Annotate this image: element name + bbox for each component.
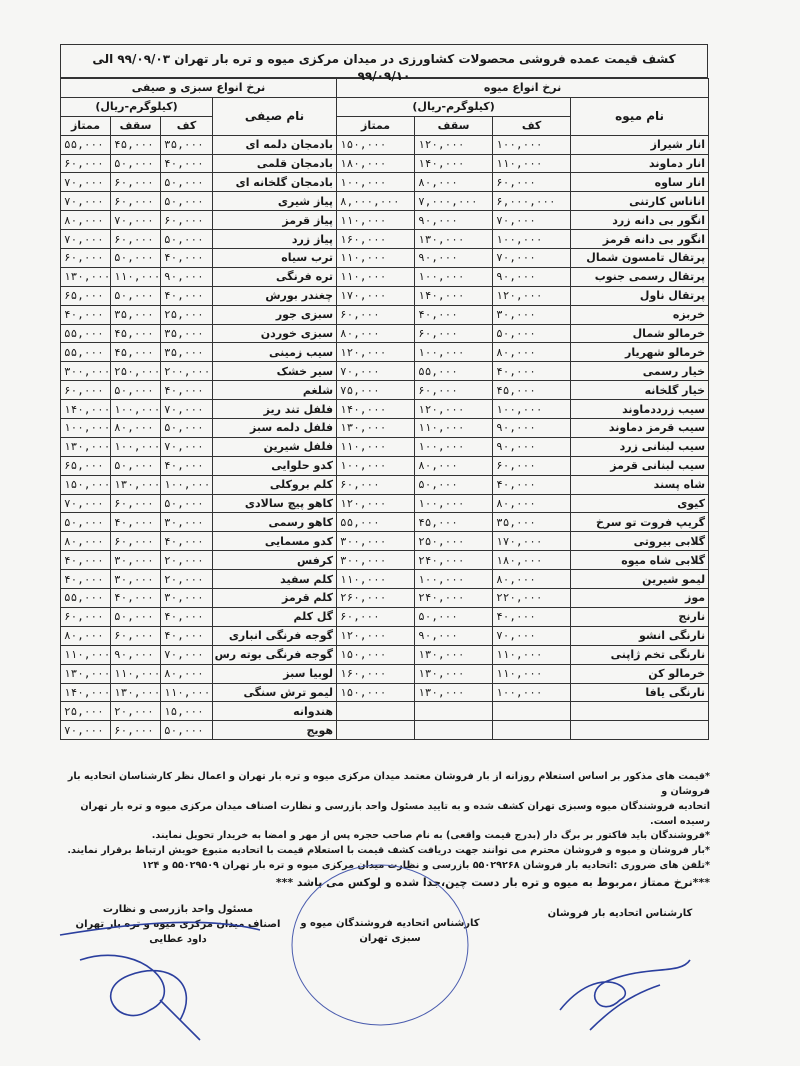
fruit-min-price: ۸۰,۰۰۰ [493, 343, 571, 362]
veg-name: هندوانه [213, 702, 337, 721]
veg-name: گل کلم [213, 607, 337, 626]
veg-max-price: ۶۰,۰۰۰ [111, 230, 161, 249]
veg-max-price: ۶۰,۰۰۰ [111, 532, 161, 551]
fruit-min-price: ۳۰,۰۰۰ [493, 305, 571, 324]
fruit-max-price: ۶۰,۰۰۰ [415, 324, 493, 343]
fruit-premium-price: ۷۵,۰۰۰ [337, 381, 415, 400]
fruit-name: نارنگی تخم ژاپنی [571, 645, 709, 664]
fruit-name: نارنگی یافا [571, 683, 709, 702]
veg-name: شلغم [213, 381, 337, 400]
veg-min-price: ۴۰,۰۰۰ [161, 607, 213, 626]
veg-min-price: ۱۰۰,۰۰۰ [161, 475, 213, 494]
fruit-name: موز [571, 589, 709, 608]
fruit-min-price: ۱۲۰,۰۰۰ [493, 286, 571, 305]
veg-min-price: ۳۰,۰۰۰ [161, 589, 213, 608]
veg-min-price: ۷۰,۰۰۰ [161, 437, 213, 456]
note-line: ***نرخ ممتاز ،مربوط به میوه و تره بار دست چین،جدا شده و لوکس می باشد *** [275, 876, 710, 890]
veg-premium-price: ۸۰,۰۰۰ [61, 626, 111, 645]
veg-max-price: ۴۰,۰۰۰ [111, 513, 161, 532]
fruit-name: سیب لبنانی قرمز [571, 456, 709, 475]
veg-min-price: ۵۰,۰۰۰ [161, 419, 213, 438]
signature-scribble-right [560, 960, 690, 1030]
veg-min-price: ۵۰,۰۰۰ [161, 494, 213, 513]
fruit-name: خرمالو کن [571, 664, 709, 683]
veg-name: کاهو پیچ سالادی [213, 494, 337, 513]
fruit-name: سیب لبنانی زرد [571, 437, 709, 456]
veg-premium-price: ۶۰,۰۰۰ [61, 154, 111, 173]
veg-min-price: ۴۰,۰۰۰ [161, 532, 213, 551]
fruit-name: انگور بی دانه قرمز [571, 230, 709, 249]
veg-section-title: نرخ انواع سبزی و صیفی [61, 79, 337, 98]
veg-min-price: ۴۰,۰۰۰ [161, 381, 213, 400]
veg-premium-price: ۸۰,۰۰۰ [61, 532, 111, 551]
fruit-name: کیوی [571, 494, 709, 513]
veg-min-price: ۵۰,۰۰۰ [161, 721, 213, 740]
fruit-premium-price: ۱۸۰,۰۰۰ [337, 154, 415, 173]
veg-min-price: ۴۰,۰۰۰ [161, 249, 213, 268]
fruit-name: خیار گلخانه [571, 381, 709, 400]
fruit-max-header: سقف [415, 116, 493, 135]
veg-name: تره فرنگی [213, 267, 337, 286]
veg-premium-price: ۳۰۰,۰۰۰ [61, 362, 111, 381]
document-title: کشف قیمت عمده فروشی محصولات کشاورزی در میدان مرکزی میوه و تره بار تهران ۹۹/۰۹/۰۳ الی ۹۹/۰۹/۱۰ [60, 44, 708, 78]
veg-max-price: ۹۰,۰۰۰ [111, 645, 161, 664]
fruit-max-price: ۲۵۰,۰۰۰ [415, 532, 493, 551]
fruit-min-price: ۱۸۰,۰۰۰ [493, 551, 571, 570]
veg-max-price: ۶۰,۰۰۰ [111, 721, 161, 740]
fruit-name: گلابی بیروتی [571, 532, 709, 551]
veg-min-price: ۵۰,۰۰۰ [161, 173, 213, 192]
veg-max-price: ۴۰,۰۰۰ [111, 589, 161, 608]
fruit-premium-price: ۱۱۰,۰۰۰ [337, 437, 415, 456]
fruit-min-price: ۱۱۰,۰۰۰ [493, 645, 571, 664]
veg-premium-price: ۷۰,۰۰۰ [61, 230, 111, 249]
fruit-max-price: ۵۰,۰۰۰ [415, 475, 493, 494]
veg-max-price: ۳۰,۰۰۰ [111, 570, 161, 589]
veg-max-price: ۶۰,۰۰۰ [111, 173, 161, 192]
fruit-max-price: ۲۴۰,۰۰۰ [415, 551, 493, 570]
veg-min-price: ۲۰,۰۰۰ [161, 551, 213, 570]
fruit-premium-price: ۶۰,۰۰۰ [337, 305, 415, 324]
veg-premium-price: ۴۰,۰۰۰ [61, 305, 111, 324]
fruit-max-price: ۹۰,۰۰۰ [415, 249, 493, 268]
fruit-name-header: نام میوه [571, 97, 709, 135]
veg-max-price: ۵۰,۰۰۰ [111, 154, 161, 173]
veg-min-price: ۳۵,۰۰۰ [161, 343, 213, 362]
fruit-min-price: ۶۰,۰۰۰ [493, 173, 571, 192]
veg-name: سبزی جور [213, 305, 337, 324]
fruit-min-price: ۴۰,۰۰۰ [493, 607, 571, 626]
veg-premium-price: ۱۱۰,۰۰۰ [61, 645, 111, 664]
fruit-max-price: ۵۵,۰۰۰ [415, 362, 493, 381]
veg-max-price: ۴۵,۰۰۰ [111, 135, 161, 154]
veg-max-header: سقف [111, 116, 161, 135]
veg-premium-price: ۵۵,۰۰۰ [61, 135, 111, 154]
veg-name: کلم بروکلی [213, 475, 337, 494]
veg-name: کلم قرمز [213, 589, 337, 608]
fruit-name: خرمالو شهریار [571, 343, 709, 362]
signature-title: مسئول واحد بازرسی و نظارت [102, 904, 254, 915]
fruit-name: نارنگی انشو [571, 626, 709, 645]
veg-name: بادمجان گلخانه ای [213, 173, 337, 192]
veg-max-price: ۵۰,۰۰۰ [111, 249, 161, 268]
veg-max-price: ۶۰,۰۰۰ [111, 192, 161, 211]
veg-name: پیاز قرمز [213, 211, 337, 230]
veg-premium-price: ۵۵,۰۰۰ [61, 343, 111, 362]
fruit-premium-price: ۱۰۰,۰۰۰ [337, 173, 415, 192]
veg-name: بادمجان قلمی [213, 154, 337, 173]
fruit-min-price: ۱۰۰,۰۰۰ [493, 400, 571, 419]
fruit-max-price: ۶۰,۰۰۰ [415, 381, 493, 400]
veg-min-price: ۷۰,۰۰۰ [161, 645, 213, 664]
fruit-max-price: ۱۴۰,۰۰۰ [415, 154, 493, 173]
fruit-premium-price: ۱۷۰,۰۰۰ [337, 286, 415, 305]
veg-min-price: ۴۰,۰۰۰ [161, 456, 213, 475]
fruit-premium-price: ۱۶۰,۰۰۰ [337, 664, 415, 683]
veg-max-price: ۳۵,۰۰۰ [111, 305, 161, 324]
veg-premium-price: ۶۰,۰۰۰ [61, 381, 111, 400]
veg-premium-price: ۱۰۰,۰۰۰ [61, 419, 111, 438]
veg-max-price: ۱۱۰,۰۰۰ [111, 267, 161, 286]
note-line: *قیمت های مذکور بر اساس استعلام روزانه از بار فروشان معتمد میدان مرکزی میوه و تره بار تهران و اعمال نظر کارشناسان اتحادیه بار فروشان و [67, 771, 710, 797]
fruit-min-price: ۲۲۰,۰۰۰ [493, 589, 571, 608]
veg-premium-price: ۷۰,۰۰۰ [61, 192, 111, 211]
round-stamp [292, 865, 468, 1025]
fruit-min-price: ۳۵,۰۰۰ [493, 513, 571, 532]
fruit-premium-price: ۱۵۰,۰۰۰ [337, 683, 415, 702]
veg-min-price: ۵۰,۰۰۰ [161, 192, 213, 211]
veg-name: ترب سیاه [213, 249, 337, 268]
fruit-min-price: ۷۰,۰۰۰ [493, 211, 571, 230]
fruit-premium-price: ۱۲۰,۰۰۰ [337, 343, 415, 362]
fruit-max-price: ۵۰,۰۰۰ [415, 607, 493, 626]
fruit-unit-label: (کیلوگرم-ریال) [337, 97, 571, 116]
veg-min-price: ۱۱۰,۰۰۰ [161, 683, 213, 702]
fruit-premium-price: ۲۶۰,۰۰۰ [337, 589, 415, 608]
note-line: *تلفن های ضروری :اتحادیه بار فروشان ۵۵۰۲۹۲۶۸ بازرسی و نظارت میدان مرکزی میوه و تره بار تهران ۵۵۰۲۹۵۰۹ و ۱۲۴ [141, 860, 710, 872]
fruit-max-price: ۲۴۰,۰۰۰ [415, 589, 493, 608]
fruit-name: پرتقال رسمی جنوب [571, 267, 709, 286]
fruit-name: انگور بی دانه زرد [571, 211, 709, 230]
veg-min-price: ۲۰,۰۰۰ [161, 570, 213, 589]
veg-max-price: ۲۰,۰۰۰ [111, 702, 161, 721]
veg-max-price: ۸۰,۰۰۰ [111, 419, 161, 438]
fruit-name: سیب قرمز دماوند [571, 419, 709, 438]
fruit-premium-price: ۱۱۰,۰۰۰ [337, 570, 415, 589]
signature-title: کارشناس اتحادیه بار فروشان [547, 908, 693, 919]
fruit-max-price: ۱۳۰,۰۰۰ [415, 683, 493, 702]
veg-name: سیر خشک [213, 362, 337, 381]
fruit-premium-price: ۱۲۰,۰۰۰ [337, 626, 415, 645]
fruit-name: شاه پسند [571, 475, 709, 494]
veg-premium-price: ۱۳۰,۰۰۰ [61, 267, 111, 286]
veg-max-price: ۷۰,۰۰۰ [111, 211, 161, 230]
fruit-min-price: ۱۰۰,۰۰۰ [493, 683, 571, 702]
veg-max-price: ۳۰,۰۰۰ [111, 551, 161, 570]
veg-max-price: ۵۰,۰۰۰ [111, 456, 161, 475]
veg-premium-price: ۶۵,۰۰۰ [61, 286, 111, 305]
signature-scribble-left [60, 922, 260, 1040]
fruit-max-price: ۱۰۰,۰۰۰ [415, 437, 493, 456]
fruit-name: انار دماوند [571, 154, 709, 173]
fruit-max-price: ۱۰۰,۰۰۰ [415, 494, 493, 513]
fruit-premium-price: ۵۵,۰۰۰ [337, 513, 415, 532]
veg-premium-price: ۱۵۰,۰۰۰ [61, 475, 111, 494]
veg-premium-price: ۶۰,۰۰۰ [61, 607, 111, 626]
fruit-min-price: ۶,۰۰۰,۰۰۰ [493, 192, 571, 211]
veg-premium-price: ۱۳۰,۰۰۰ [61, 437, 111, 456]
fruit-premium-price: ۳۰۰,۰۰۰ [337, 551, 415, 570]
note-line: *بار فروشان و میوه و فروشان محترم می توانند جهت دریافت کشف قیمت با استعلام قیمت با اتحادیه متبوع خویش ارتباط برقرار نمایند. [67, 845, 710, 857]
fruit-max-price: ۱۴۰,۰۰۰ [415, 286, 493, 305]
veg-premium-price: ۶۵,۰۰۰ [61, 456, 111, 475]
veg-name: کلم سفید [213, 570, 337, 589]
veg-name: هویج [213, 721, 337, 740]
fruit-premium-price: ۱۵۰,۰۰۰ [337, 645, 415, 664]
fruit-premium-header: ممتاز [337, 116, 415, 135]
veg-min-price: ۱۵,۰۰۰ [161, 702, 213, 721]
veg-name: فلفل تند ریز [213, 400, 337, 419]
veg-name: پیاز زرد [213, 230, 337, 249]
fruit-min-price: ۷۰,۰۰۰ [493, 249, 571, 268]
veg-max-price: ۵۰,۰۰۰ [111, 381, 161, 400]
fruit-min-price: ۶۰,۰۰۰ [493, 456, 571, 475]
veg-max-price: ۶۰,۰۰۰ [111, 494, 161, 513]
veg-name: کرفس [213, 551, 337, 570]
fruit-name: پرتقال ناول [571, 286, 709, 305]
veg-max-price: ۱۳۰,۰۰۰ [111, 683, 161, 702]
veg-premium-price: ۷۰,۰۰۰ [61, 721, 111, 740]
veg-premium-price: ۴۰,۰۰۰ [61, 551, 111, 570]
veg-max-price: ۶۰,۰۰۰ [111, 626, 161, 645]
fruit-max-price: ۴۰,۰۰۰ [415, 305, 493, 324]
veg-premium-price: ۵۵,۰۰۰ [61, 589, 111, 608]
fruit-max-price: ۹۰,۰۰۰ [415, 626, 493, 645]
fruit-min-price: ۱۱۰,۰۰۰ [493, 664, 571, 683]
fruit-name: خیار رسمی [571, 362, 709, 381]
veg-name: لیمو ترش سنگی [213, 683, 337, 702]
veg-premium-price: ۷۰,۰۰۰ [61, 173, 111, 192]
fruit-name: گلابی شاه میوه [571, 551, 709, 570]
fruit-name: پرتقال تامسون شمال [571, 249, 709, 268]
fruit-max-price: ۷,۰۰۰,۰۰۰ [415, 192, 493, 211]
fruit-premium-price: ۱۲۰,۰۰۰ [337, 494, 415, 513]
fruit-premium-price: ۱۳۰,۰۰۰ [337, 419, 415, 438]
fruit-min-price: ۴۰,۰۰۰ [493, 475, 571, 494]
fruit-name: نارنج [571, 607, 709, 626]
veg-name: پیاز شیری [213, 192, 337, 211]
veg-name: چغندر بورش [213, 286, 337, 305]
fruit-premium-price: ۸۰,۰۰۰ [337, 324, 415, 343]
veg-min-price: ۴۰,۰۰۰ [161, 154, 213, 173]
veg-premium-price: ۱۴۰,۰۰۰ [61, 400, 111, 419]
veg-premium-price: ۶۰,۰۰۰ [61, 249, 111, 268]
veg-min-price: ۲۵,۰۰۰ [161, 305, 213, 324]
fruit-name: گریپ فروت تو سرخ [571, 513, 709, 532]
fruit-name: خرمالو شمال [571, 324, 709, 343]
veg-min-price: ۴۰,۰۰۰ [161, 626, 213, 645]
veg-max-price: ۱۳۰,۰۰۰ [111, 475, 161, 494]
fruit-max-price: ۱۳۰,۰۰۰ [415, 230, 493, 249]
veg-min-price: ۳۵,۰۰۰ [161, 135, 213, 154]
veg-min-price: ۲۰۰,۰۰۰ [161, 362, 213, 381]
veg-name: سبزی خوردن [213, 324, 337, 343]
fruit-min-price: ۹۰,۰۰۰ [493, 437, 571, 456]
fruit-premium-price: ۱۴۰,۰۰۰ [337, 400, 415, 419]
fruit-max-price: ۱۰۰,۰۰۰ [415, 343, 493, 362]
fruit-min-price: ۱۰۰,۰۰۰ [493, 135, 571, 154]
fruit-min-price: ۸۰,۰۰۰ [493, 494, 571, 513]
fruit-min-price: ۱۷۰,۰۰۰ [493, 532, 571, 551]
veg-max-price: ۱۰۰,۰۰۰ [111, 400, 161, 419]
fruit-max-price: ۱۳۰,۰۰۰ [415, 664, 493, 683]
veg-premium-price: ۷۰,۰۰۰ [61, 494, 111, 513]
note-line: *فروشندگان باید فاکتور بر برگ دار (بدرج قیمت واقعی) به نام صاحب حجره پس از مهر و امضا به خریدار تحویل نمایند. [151, 830, 710, 842]
note-line: اتحادیه فروشندگان میوه وسبزی تهران کشف شده و به تایید مسئول واحد بازرسی و نظارت اصناف میدان مرکزی میوه و تره بار تهران رسیده است. [80, 800, 710, 827]
veg-min-price: ۷۰,۰۰۰ [161, 400, 213, 419]
signature-person: داود عطایی [149, 934, 207, 945]
fruit-max-price: ۱۲۰,۰۰۰ [415, 135, 493, 154]
fruit-name: لیمو شیرین [571, 570, 709, 589]
veg-max-price: ۵۰,۰۰۰ [111, 286, 161, 305]
veg-name: سیب زمینی [213, 343, 337, 362]
veg-premium-price: ۴۰,۰۰۰ [61, 570, 111, 589]
veg-min-price: ۵۰,۰۰۰ [161, 230, 213, 249]
fruit-premium-price: ۳۰۰,۰۰۰ [337, 532, 415, 551]
fruit-max-price: ۸۰,۰۰۰ [415, 173, 493, 192]
veg-min-price: ۶۰,۰۰۰ [161, 211, 213, 230]
fruit-min-price: ۱۱۰,۰۰۰ [493, 154, 571, 173]
fruit-max-price: ۴۵,۰۰۰ [415, 513, 493, 532]
veg-name: گوجه فرنگی بوته رس [213, 645, 337, 664]
fruit-max-price: ۸۰,۰۰۰ [415, 456, 493, 475]
veg-max-price: ۵۰,۰۰۰ [111, 607, 161, 626]
veg-name: بادمجان دلمه ای [213, 135, 337, 154]
signature-title: کارشناس اتحادیه فروشندگان میوه و سبزی تهران [300, 918, 480, 944]
fruit-section-title: نرخ انواع میوه [337, 79, 709, 98]
veg-max-price: ۱۰۰,۰۰۰ [111, 437, 161, 456]
fruit-min-price: ۵۰,۰۰۰ [493, 324, 571, 343]
signature-title: اصناف میدان مرکزی میوه و تره بار تهران [75, 919, 281, 930]
fruit-min-price: ۱۰۰,۰۰۰ [493, 230, 571, 249]
fruit-min-header: کف [493, 116, 571, 135]
veg-name: گوجه فرنگی انباری [213, 626, 337, 645]
veg-unit-label: (کیلوگرم-ریال) [61, 97, 213, 116]
fruit-min-price: ۹۰,۰۰۰ [493, 419, 571, 438]
veg-min-price: ۴۰,۰۰۰ [161, 286, 213, 305]
fruit-max-price: ۱۱۰,۰۰۰ [415, 419, 493, 438]
fruit-premium-price: ۱۱۰,۰۰۰ [337, 267, 415, 286]
fruit-max-price: ۱۰۰,۰۰۰ [415, 267, 493, 286]
veg-premium-header: ممتاز [61, 116, 111, 135]
fruit-premium-price: ۱۱۰,۰۰۰ [337, 249, 415, 268]
fruit-min-price: ۹۰,۰۰۰ [493, 267, 571, 286]
fruit-min-price: ۴۵,۰۰۰ [493, 381, 571, 400]
veg-min-header: کف [161, 116, 213, 135]
fruit-premium-price: ۱۶۰,۰۰۰ [337, 230, 415, 249]
fruit-premium-price: ۶۰,۰۰۰ [337, 475, 415, 494]
veg-premium-price: ۸۰,۰۰۰ [61, 211, 111, 230]
veg-name: فلفل شیرین [213, 437, 337, 456]
veg-name: لوبیا سبز [213, 664, 337, 683]
veg-min-price: ۳۵,۰۰۰ [161, 324, 213, 343]
fruit-min-price: ۷۰,۰۰۰ [493, 626, 571, 645]
veg-max-price: ۴۵,۰۰۰ [111, 343, 161, 362]
fruit-name: انار شیراز [571, 135, 709, 154]
veg-name: کدو حلوایی [213, 456, 337, 475]
veg-max-price: ۱۱۰,۰۰۰ [111, 664, 161, 683]
veg-premium-price: ۱۴۰,۰۰۰ [61, 683, 111, 702]
veg-max-price: ۲۵۰,۰۰۰ [111, 362, 161, 381]
fruit-min-price: ۴۰,۰۰۰ [493, 362, 571, 381]
fruit-max-price: ۱۳۰,۰۰۰ [415, 645, 493, 664]
veg-min-price: ۹۰,۰۰۰ [161, 267, 213, 286]
veg-premium-price: ۵۵,۰۰۰ [61, 324, 111, 343]
fruit-premium-price: ۱۰۰,۰۰۰ [337, 456, 415, 475]
veg-max-price: ۴۵,۰۰۰ [111, 324, 161, 343]
fruit-premium-price: ۱۱۰,۰۰۰ [337, 211, 415, 230]
veg-premium-price: ۲۵,۰۰۰ [61, 702, 111, 721]
fruit-name: اناناس کارتنی [571, 192, 709, 211]
veg-name: کاهو رسمی [213, 513, 337, 532]
veg-min-price: ۳۰,۰۰۰ [161, 513, 213, 532]
veg-min-price: ۸۰,۰۰۰ [161, 664, 213, 683]
fruit-premium-price: ۸,۰۰۰,۰۰۰ [337, 192, 415, 211]
veg-premium-price: ۵۰,۰۰۰ [61, 513, 111, 532]
veg-premium-price: ۱۳۰,۰۰۰ [61, 664, 111, 683]
fruit-premium-price: ۷۰,۰۰۰ [337, 362, 415, 381]
veg-name-header: نام صیفی [213, 97, 337, 135]
fruit-name: انار ساوه [571, 173, 709, 192]
fruit-name: خربزه [571, 305, 709, 324]
fruit-premium-price: ۶۰,۰۰۰ [337, 607, 415, 626]
fruit-premium-price: ۱۵۰,۰۰۰ [337, 135, 415, 154]
fruit-max-price: ۱۲۰,۰۰۰ [415, 400, 493, 419]
fruit-min-price: ۸۰,۰۰۰ [493, 570, 571, 589]
fruit-max-price: ۱۰۰,۰۰۰ [415, 570, 493, 589]
fruit-name: سیب زرددماوند [571, 400, 709, 419]
veg-name: فلفل دلمه سبز [213, 419, 337, 438]
fruit-max-price: ۹۰,۰۰۰ [415, 211, 493, 230]
veg-name: کدو مسمایی [213, 532, 337, 551]
